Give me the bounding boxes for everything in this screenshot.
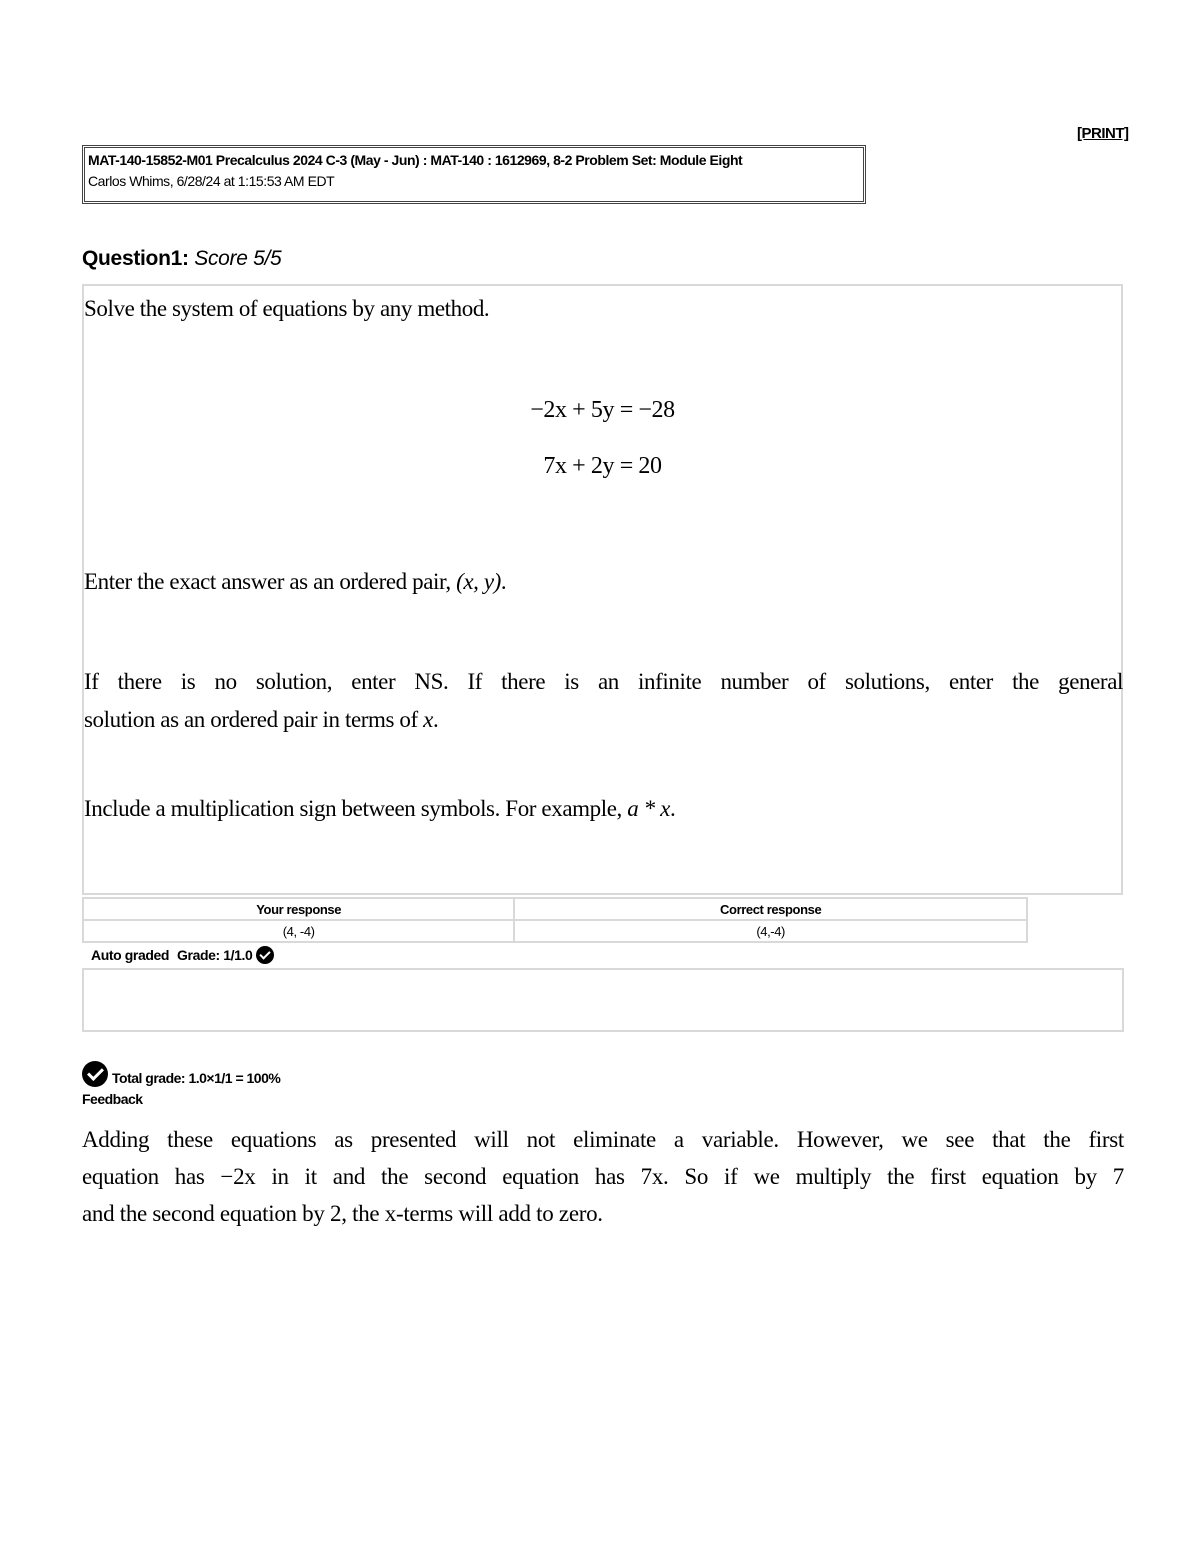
assignment-header (82, 145, 866, 204)
instruction-period: . (432, 707, 439, 732)
your-response-header: Your response (83, 898, 514, 920)
response-table (82, 897, 1028, 943)
math-example: a * x (627, 796, 670, 821)
equation-1: −2x + 5y = −28 (530, 397, 675, 423)
instruction-text: Include a multiplication sign between symbols. For example, (84, 796, 628, 821)
student-timestamp: Carlos Whims, 6/28/24 at 1:15:53 AM EDT (88, 173, 335, 189)
question-title (82, 247, 281, 271)
math-ordered-pair: (x, y) (456, 569, 501, 594)
instruction-line: If there is no solution, enter NS. If there is an infinite number of solutions, enter the general (84, 669, 1123, 694)
feedback-line: equation has −2x in it and the second equation has 7x. So if we multiply the first equation by 7 (82, 1164, 1124, 1189)
feedback-line: and the second equation by 2, the x-terms will add to zero. (82, 1201, 603, 1226)
your-response-value: (4, -4) (83, 920, 514, 942)
check-circle-icon (82, 1061, 108, 1087)
instruction-no-solution (84, 663, 1123, 739)
print-link[interactable]: [PRINT] (1077, 125, 1129, 142)
feedback-text (82, 1121, 1124, 1232)
instruction-line: solution as an ordered pair in terms of (84, 707, 424, 732)
correct-response-value: (4,-4) (514, 920, 1027, 942)
correct-response-header: Correct response (514, 898, 1027, 920)
question-box (82, 284, 1123, 895)
instruction-multiplication (84, 796, 675, 822)
feedback-line: Adding these equations as presented will not eliminate a variable. However, we see that the first (82, 1127, 1124, 1152)
question-prompt: Solve the system of equations by any method. (84, 296, 490, 321)
total-grade-text: Total grade: 1.0×1/1 = 100% (112, 1070, 281, 1086)
instruction-period: . (500, 569, 507, 594)
feedback-label: Feedback (82, 1091, 143, 1107)
auto-graded-status (91, 946, 274, 964)
grade-value: Grade: 1/1.0 (177, 947, 253, 963)
instruction-period: . (669, 796, 676, 821)
comment-box (82, 968, 1124, 1032)
instruction-ordered-pair (84, 569, 506, 595)
question-label: Question1: (82, 247, 189, 270)
instruction-text: Enter the exact answer as an ordered pair, (84, 569, 457, 594)
check-circle-icon (256, 946, 274, 964)
equation-2: 7x + 2y = 20 (543, 453, 662, 479)
total-grade (82, 1061, 280, 1087)
question-score: Score 5/5 (194, 247, 282, 270)
course-title: MAT-140-15852-M01 Precalculus 2024 C-3 (May - Jun) : MAT-140 : 1612969, 8-2 Problem Set: Module Eight (88, 152, 743, 168)
auto-graded-label: Auto graded (91, 947, 170, 963)
math-x: x (423, 707, 433, 732)
